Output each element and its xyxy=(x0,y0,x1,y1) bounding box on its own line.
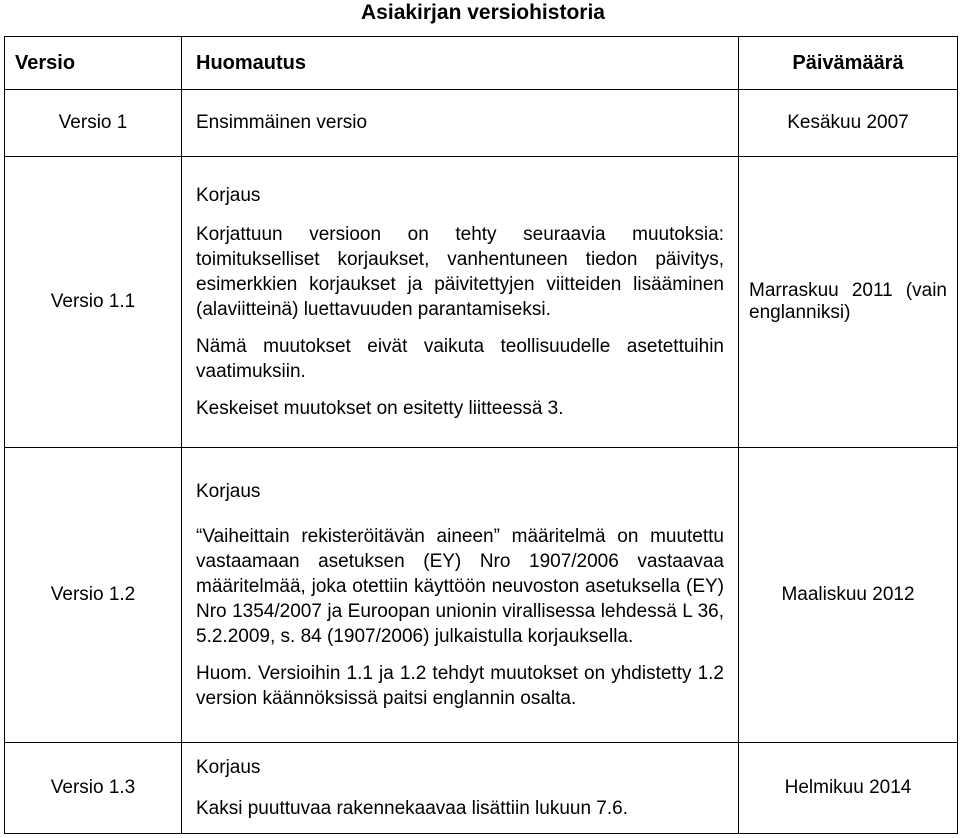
table-row xyxy=(5,90,958,157)
note-cell xyxy=(182,448,739,743)
table-row xyxy=(5,743,958,834)
table-row xyxy=(5,157,958,448)
note-paragraph: Huom. Versioihin 1.1 ja 1.2 tehdyt muutokset on yhdistetty 1.2 version käännöksissä paitsi englannin osalta. xyxy=(196,663,724,709)
note-paragraph: Korjattuun versioon on tehty seuraavia muutoksia: toimitukselliset korjaukset, vanhentuneen tiedon päivitys, esimerkkien korjaukset ja päivitettyjen viitteiden lisääminen (alaviitteinä) luettavuuden parantamiseksi. xyxy=(196,224,724,320)
note-paragraph: “Vaiheittain rekisteröitävän aineen” määritelmä on muutettu vastaamaan asetuksen (EY) Nro 1907/2006 vastaavaa määritelmää, joka otettiin käyttöön neuvoston asetuksella (EY) Nro 1354/2007 ja Euroopan unionin virallisessa lehdessä L 36, 5.2.2009, s. 84 (1907/2006) julkaistulla korjauksella. xyxy=(196,526,724,647)
version-cell: Versio 1.1 xyxy=(5,157,182,448)
note-title: Korjaus xyxy=(196,185,261,206)
note-title: Ensimmäinen versio xyxy=(196,112,368,133)
version-cell: Versio 1.3 xyxy=(5,743,182,834)
date-cell: Kesäkuu 2007 xyxy=(739,90,958,157)
note-cell xyxy=(182,157,739,448)
version-history-table xyxy=(4,36,958,834)
column-header-version: Versio xyxy=(5,37,182,90)
date-cell: Maaliskuu 2012 xyxy=(739,448,958,743)
note-title: Korjaus xyxy=(196,481,261,502)
date-cell: Helmikuu 2014 xyxy=(739,743,958,834)
note-cell xyxy=(182,90,739,157)
version-cell: Versio 1 xyxy=(5,90,182,157)
date-cell: Marraskuu 2011 (vain englanniksi) xyxy=(739,157,958,448)
note-paragraph: Nämä muutokset eivät vaikuta teollisuudelle asetettuihin vaatimuksiin. xyxy=(196,336,724,382)
note-paragraph: Keskeiset muutokset on esitetty liitteessä 3. xyxy=(196,398,564,419)
table-header-row xyxy=(5,37,958,90)
document-title: Asiakirjan versiohistoria xyxy=(361,1,605,24)
note-cell xyxy=(182,743,739,834)
note-title: Korjaus xyxy=(196,757,261,778)
table-row xyxy=(5,448,958,743)
column-header-date: Päivämäärä xyxy=(739,37,958,90)
version-cell: Versio 1.2 xyxy=(5,448,182,743)
column-header-note: Huomautus xyxy=(182,37,739,90)
note-paragraph: Kaksi puuttuvaa rakennekaavaa lisättiin lukuun 7.6. xyxy=(196,798,628,819)
